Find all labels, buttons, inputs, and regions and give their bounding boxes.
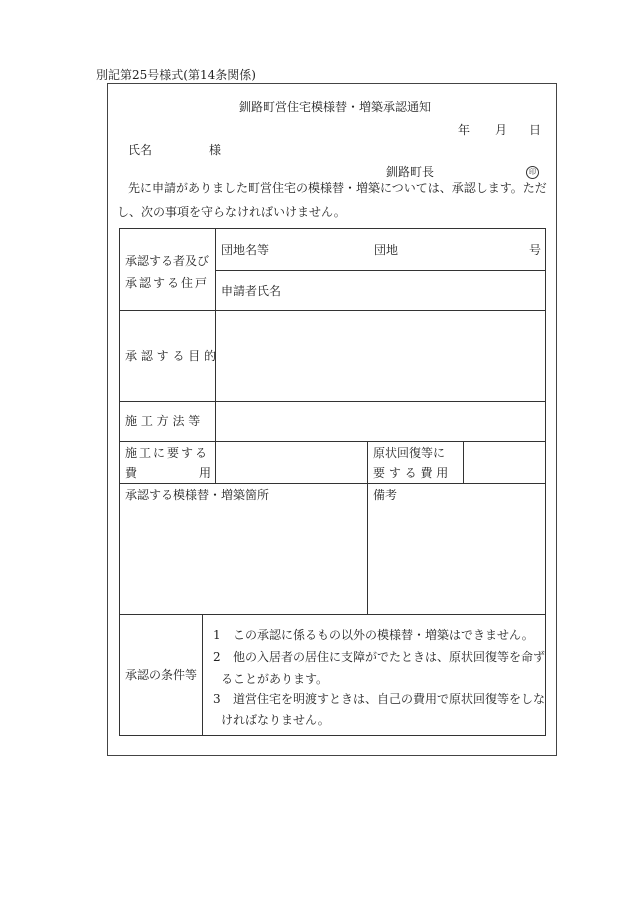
purpose-label: 承 認 す る 目 的	[125, 349, 217, 363]
condition-item-1-num: 1	[213, 628, 221, 642]
method-label: 施 工 方 法 等	[125, 414, 201, 428]
condition-item-3-num: 3	[213, 692, 221, 706]
restore-cost-label-line2: 要 す る 費 用	[373, 466, 449, 480]
form-number: 別記第25号様式(第14条関係)	[96, 68, 256, 82]
condition-item-2-line2: ることがあります。	[221, 672, 329, 686]
issuer-title: 釧路町長	[386, 165, 435, 179]
danchi-suffix: 団地	[374, 243, 399, 257]
addressee-honorific: 様	[209, 143, 222, 157]
restore-cost-label-line1: 原状回復等に	[373, 446, 446, 460]
condition-item-2-line1: 他の入居者の居住に支障がでたときは、原状回復等を命ず	[233, 650, 546, 664]
locations-label: 承認する模様替・増築箇所	[125, 488, 270, 502]
date-day: 日	[529, 123, 542, 137]
condition-item-3-line2: ければなりません。	[221, 713, 330, 727]
addressee-name-label: 氏名	[128, 143, 153, 157]
number-suffix: 号	[529, 243, 542, 257]
condition-item-3-line1: 道営住宅を明渡すときは、自己の費用で原状回復等をしな	[233, 692, 546, 706]
seal-mark: 印	[526, 166, 539, 179]
applicant-name-label: 申請者氏名	[221, 284, 282, 298]
date-month: 月	[495, 123, 508, 137]
danchi-label: 団地名等	[221, 243, 270, 257]
document-title: 釧路町営住宅模様替・増築承認通知	[239, 100, 432, 114]
remarks-label: 備考	[373, 488, 398, 502]
cost-label-line1: 施工に要する	[125, 446, 210, 460]
body-text-line2: し、次の事項を守らなければいけません。	[117, 205, 346, 219]
body-text-line1: 先に申請がありました町営住宅の模様替・増築については、承認します。ただ	[128, 181, 547, 195]
condition-item-2-num: 2	[213, 650, 221, 664]
approval-target-label-line2: 承認する住戸	[125, 276, 210, 290]
approval-target-label-line1: 承認する者及び	[125, 254, 210, 268]
cost-label-line2-b: 用	[199, 466, 212, 480]
date-year: 年	[458, 123, 471, 137]
cost-label-line2-a: 費	[125, 466, 138, 480]
conditions-label: 承認の条件等	[125, 668, 198, 682]
condition-item-1-line1: この承認に係るもの以外の模様替・増築はできません。	[233, 628, 534, 642]
